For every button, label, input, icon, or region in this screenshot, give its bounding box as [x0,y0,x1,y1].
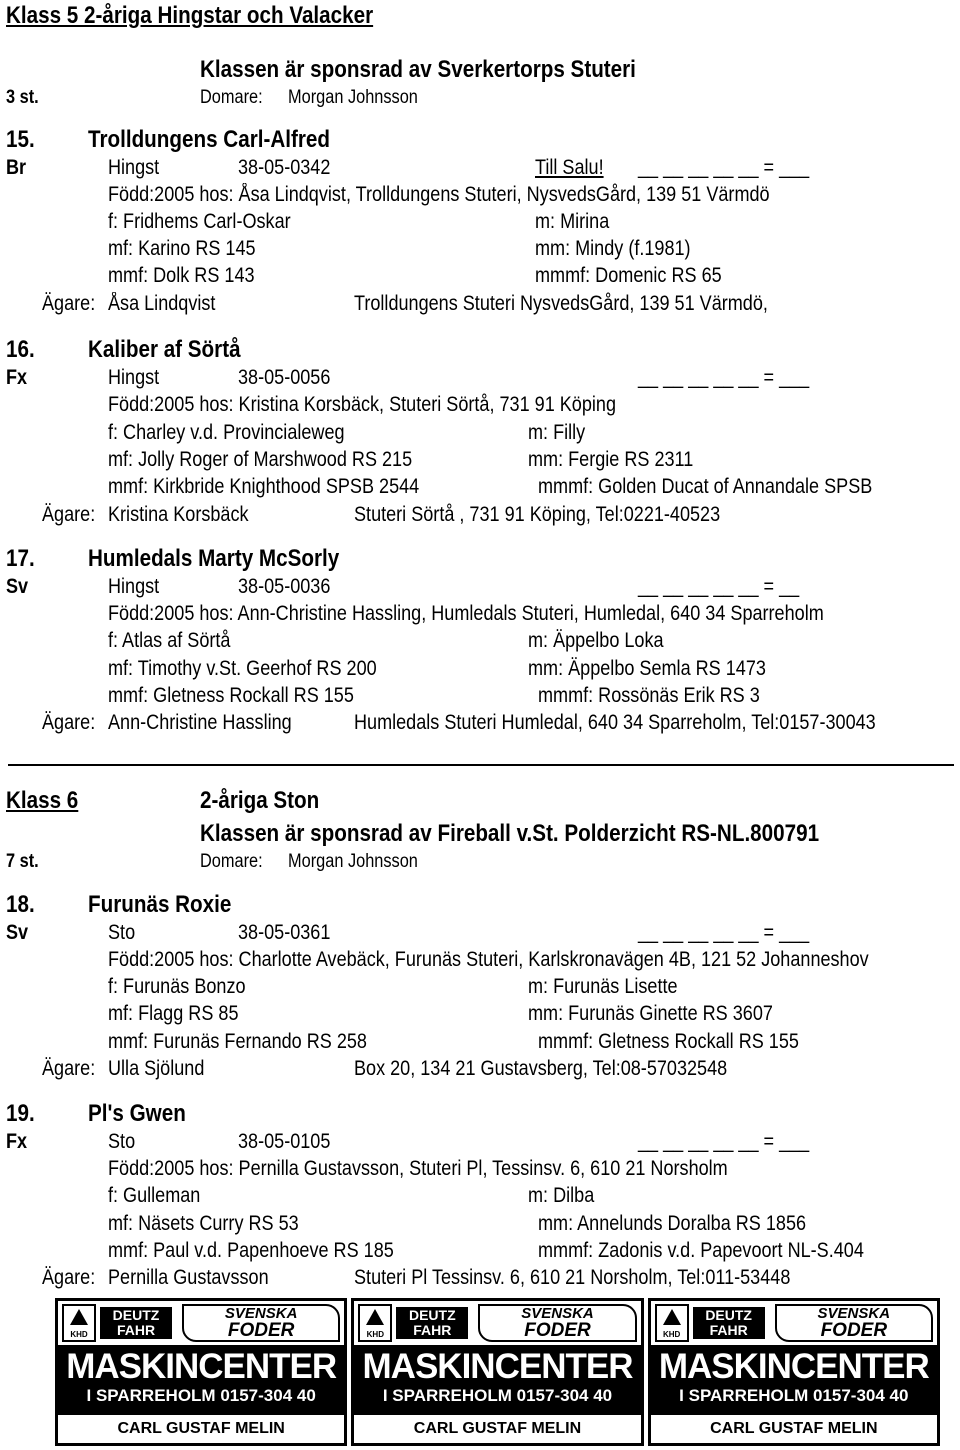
owner-address: Humledals Stuteri Humledal, 640 34 Sparreholm, Tel:0157-30043 [354,711,876,734]
dam-dam: mm: Fergie RS 2311 [528,448,694,471]
maskincenter-ad [351,1298,643,1446]
owner-address: Stuteri Sörtå , 731 91 Köping, Tel:0221-40523 [354,503,721,526]
owner-name: Ann-Christine Hassling [108,711,292,734]
svenska-foder-logo: SVENSKA FODER [182,1304,340,1342]
class-5-judge-label: Domare: [200,87,263,108]
born-info: Född:2005 hos: Charlotte Avebäck, Furunäs Stuteri, Karlskronavägen 4B, 121 52 Johanneshov [108,948,869,971]
maskincenter-brand: MASKINCENTER [66,1347,337,1386]
dam-sire: mf: Flagg RS 85 [108,1002,239,1025]
class-6-judge-name: Morgan Johnsson [288,851,418,872]
score-blank: __ __ __ __ __ = ___ [638,366,810,389]
ad-owner: CARL GUSTAF MELIN [354,1415,640,1443]
ad-phone: I SPARREHOLM 0157-304 40 [679,1386,909,1405]
owner-address: Trolldungens Stuteri NysvedsGård, 139 51 Värmdö, [354,292,768,315]
dam-dam-dam-sire: mmmf: Golden Ducat of Annandale SPSB [538,475,873,498]
sire: f: Fridhems Carl-Oskar [108,210,291,233]
born-info: Född:2005 hos: Åsa Lindqvist, Trolldungens Stuteri, NysvedsGård, 139 51 Värmdö [108,183,770,206]
owner-label: Ägare: [42,292,96,315]
owner-name: Åsa Lindqvist [108,292,216,315]
sex: Hingst [108,366,160,389]
dam: m: Dilba [528,1184,595,1207]
sire: f: Gulleman [108,1184,201,1207]
deutz-logo-icon: KHD [358,1304,392,1342]
class-6-judge-label: Domare: [200,851,263,872]
owner-name: Kristina Korsbäck [108,503,249,526]
dam-dam-sire: mmf: Furunäs Fernando RS 258 [108,1030,367,1053]
reg-number: 38-05-0342 [238,156,331,179]
score-blank: __ __ __ __ __ = ___ [638,156,810,179]
owner-label: Ägare: [42,503,96,526]
dam: m: Mirina [535,210,610,233]
horse-name: Trolldungens Carl-Alfred [88,126,330,153]
ad-phone: I SPARREHOLM 0157-304 40 [86,1386,316,1405]
score-blank: __ __ __ __ __ = __ [638,575,800,598]
color-code: Sv [6,575,29,598]
ad-phone: I SPARREHOLM 0157-304 40 [382,1386,613,1405]
maskincenter-brand: MASKINCENTER [658,1347,929,1386]
ad-owner: CARL GUSTAF MELIN [58,1415,344,1443]
entry-number: 16. [6,336,35,363]
dam-sire: mf: Timothy v.St. Geerhof RS 200 [108,657,377,680]
reg-number: 38-05-0361 [238,921,331,944]
born-info: Född:2005 hos: Ann-Christine Hassling, Humledals Stuteri, Humledal, 640 34 Sparreholm [108,602,824,625]
dam-dam: mm: Furunäs Ginette RS 3607 [528,1002,773,1025]
owner-address: Stuteri Pl Tessinsv. 6, 610 21 Norsholm, Tel:011-53448 [354,1266,791,1289]
sex: Sto [108,1130,136,1153]
sire: f: Atlas af Sörtå [108,629,231,652]
sire: f: Furunäs Bonzo [108,975,246,998]
dam-dam-sire: mmf: Kirkbride Knighthood SPSB 2544 [108,475,420,498]
dam-dam-dam-sire: mmmf: Gletness Rockall RS 155 [538,1030,799,1053]
class-5-count: 3 st. [6,87,39,108]
dam-dam: mm: Annelunds Doralba RS 1856 [538,1212,807,1235]
section-divider [8,764,954,766]
owner-label: Ägare: [42,1057,96,1080]
dam-dam: mm: Mindy (f.1981) [535,237,691,260]
reg-number: 38-05-0105 [238,1130,331,1153]
dam-dam-dam-sire: mmmf: Zadonis v.d. Papevoort NL-S.404 [538,1239,864,1262]
horse-name: Humledals Marty McSorly [88,545,340,572]
sire: f: Charley v.d. Provincialeweg [108,421,345,444]
color-code: Br [6,156,27,179]
maskincenter-ad [55,1298,347,1446]
dam: m: Äppelbo Loka [528,629,664,652]
born-info: Född:2005 hos: Pernilla Gustavsson, Stuteri Pl, Tessinsv. 6, 610 21 Norsholm [108,1157,728,1180]
entry-number: 17. [6,545,35,572]
dam-sire: mf: Jolly Roger of Marshwood RS 215 [108,448,413,471]
sex: Hingst [108,156,160,179]
class-5-judge-name: Morgan Johnsson [288,87,418,108]
sponsor-ads [55,1298,940,1446]
deutz-fahr-label: DEUTZ FAHR [396,1307,468,1339]
ad-owner: CARL GUSTAF MELIN [651,1415,937,1443]
dam-sire: mf: Näsets Curry RS 53 [108,1212,299,1235]
class-6-sponsor: Klassen är sponsrad av Fireball v.St. Polderzicht RS-NL.800791 [200,820,820,847]
entry-number: 18. [6,891,35,918]
sex: Hingst [108,575,160,598]
entry-number: 15. [6,126,35,153]
class-5-sponsor: Klassen är sponsrad av Sverkertorps Stuteri [200,56,636,83]
sale-note: Till Salu! [535,156,604,179]
deutz-logo-icon: KHD [62,1304,96,1342]
svenska-foder-logo: SVENSKA FODER [478,1304,636,1342]
color-code: Sv [6,921,29,944]
class-6-heading: Klass 6 [6,787,79,814]
entry-number: 19. [6,1100,35,1127]
color-code: Fx [6,366,28,389]
class-5-heading: Klass 5 2-åriga Hingstar och Valacker [6,2,374,29]
dam: m: Furunäs Lisette [528,975,678,998]
owner-label: Ägare: [42,1266,96,1289]
score-blank: __ __ __ __ __ = ___ [638,1130,810,1153]
deutz-fahr-label: DEUTZ FAHR [100,1307,172,1339]
dam-dam: mm: Äppelbo Semla RS 1473 [528,657,766,680]
deutz-logo-icon: KHD [655,1304,689,1342]
owner-label: Ägare: [42,711,96,734]
horse-name: Pl's Gwen [88,1100,186,1127]
dam-dam-sire: mmf: Gletness Rockall RS 155 [108,684,354,707]
reg-number: 38-05-0036 [238,575,331,598]
dam-dam-sire: mmf: Dolk RS 143 [108,264,255,287]
deutz-fahr-label: DEUTZ FAHR [693,1307,765,1339]
dam-dam-dam-sire: mmmf: Domenic RS 65 [535,264,722,287]
dam: m: Filly [528,421,586,444]
owner-name: Pernilla Gustavsson [108,1266,269,1289]
reg-number: 38-05-0056 [238,366,331,389]
horse-name: Kaliber af Sörtå [88,336,241,363]
svenska-foder-logo: SVENSKA FODER [775,1304,933,1342]
sex: Sto [108,921,136,944]
maskincenter-ad [648,1298,940,1446]
class-6-title: 2-åriga Ston [200,787,320,814]
dam-sire: mf: Karino RS 145 [108,237,256,260]
owner-name: Ulla Sjölund [108,1057,205,1080]
born-info: Född:2005 hos: Kristina Korsbäck, Stuteri Sörtå, 731 91 Köping [108,393,616,416]
color-code: Fx [6,1130,28,1153]
owner-address: Box 20, 134 21 Gustavsberg, Tel:08-57032548 [354,1057,728,1080]
maskincenter-brand: MASKINCENTER [362,1347,633,1386]
horse-name: Furunäs Roxie [88,891,232,918]
score-blank: __ __ __ __ __ = ___ [638,921,810,944]
class-6-count: 7 st. [6,851,39,872]
dam-dam-dam-sire: mmmf: Rossönäs Erik RS 3 [538,684,760,707]
dam-dam-sire: mmf: Paul v.d. Papenhoeve RS 185 [108,1239,394,1262]
